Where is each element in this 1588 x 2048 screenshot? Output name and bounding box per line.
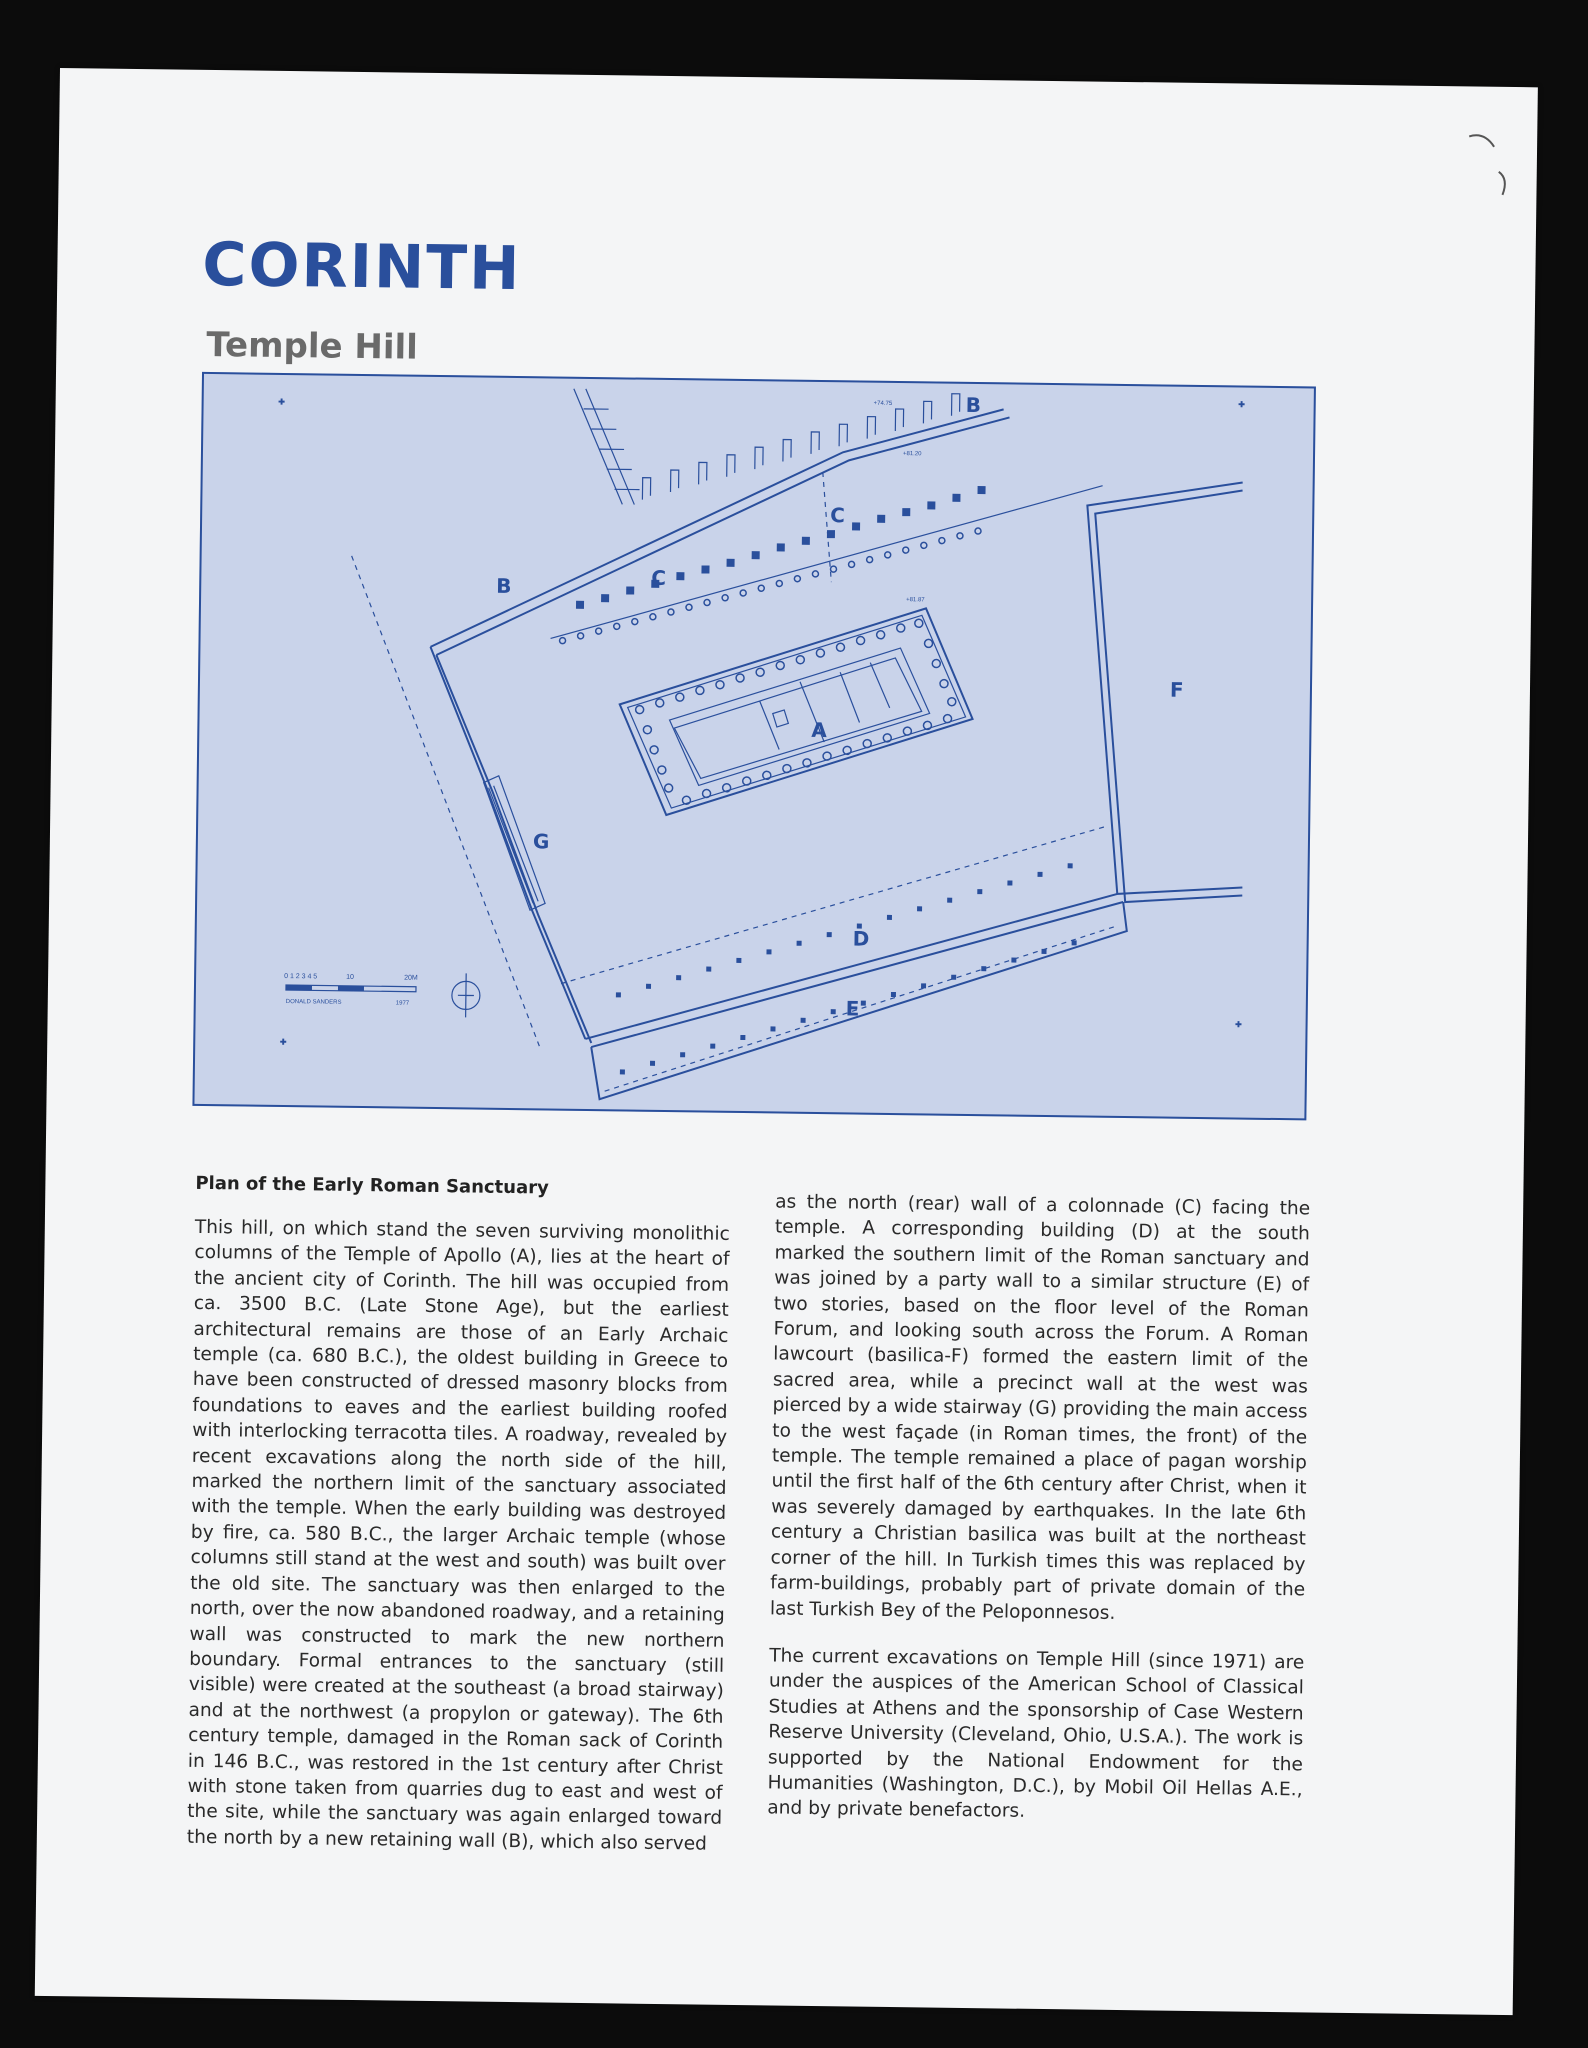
scale-bar xyxy=(284,973,418,1007)
site-plan-drawing xyxy=(194,374,1313,1118)
plan-year: 1977 xyxy=(395,1000,410,1007)
label-g: G xyxy=(532,829,550,854)
label-c: C xyxy=(830,503,846,528)
west-precinct-wall xyxy=(345,556,597,1049)
plan-caption: Plan of the Early Roman Sanctuary xyxy=(195,1172,549,1199)
basilica-f xyxy=(1082,480,1247,903)
svg-text:+: + xyxy=(280,1036,287,1049)
label-c: C xyxy=(651,565,667,590)
page-title: CORINTH xyxy=(201,229,522,305)
label-e: E xyxy=(845,996,860,1021)
label-d: D xyxy=(852,926,870,951)
scale-end: 20M xyxy=(404,974,418,982)
site-plan xyxy=(192,372,1316,1121)
colonnade-c xyxy=(551,468,1103,650)
label-b: B xyxy=(496,573,512,598)
body-text-right xyxy=(767,1189,1311,1850)
south-buildings-d-e xyxy=(560,819,1129,1106)
label-a: A xyxy=(811,717,828,743)
svg-text:+: + xyxy=(1238,399,1245,411)
document-page xyxy=(35,68,1538,2015)
temple-of-apollo xyxy=(618,604,974,819)
label-f: F xyxy=(1169,677,1184,702)
page-subtitle: Temple Hill xyxy=(206,324,419,368)
svg-text:+: + xyxy=(278,396,285,408)
elevation-label: +81.20 xyxy=(902,451,922,458)
scale-numbers: 0 1 2 3 4 5 xyxy=(284,973,318,981)
label-b: B xyxy=(965,392,982,418)
north-arrow-icon xyxy=(452,973,481,1017)
plan-credit: DONALD SANDERS xyxy=(285,999,342,1006)
body-paragraph: The current excavations on Temple Hill (since 1971) are under the auspices of the American School of Classical Studies at Athens and the sponsorship of Case Western Reserve University (Cleveland, Ohio, U.S.A.). The work is supported by the National Endowment for the Humanities (Washington, D.C.), by Mobil Oil Hellas A.E., and by private benefactors. xyxy=(767,1645,1305,1823)
scale-mid: 10 xyxy=(346,973,354,981)
staple-mark xyxy=(1458,126,1519,207)
svg-text:+: + xyxy=(1235,1019,1242,1031)
body-text-left: This hill, on which stand the seven surviving monolithic columns of the Temple of Apollo (A), lies at the heart of the ancient city of Corinth. The hill was occupied from ca. 3500 B.C. (Late Stone Age), but the earliest architectural remains are those of an Early Archaic temple (ca. 680 B.C.), the oldest building in Greece to have been constructed of dressed masonry blocks from foundations to eaves and the earliest building roofed with interlocking terracotta tiles. A roadway, revealed by recent excavations along the north side of the hill, marked the northern limit of the sanctuary associated with the temple. When the early building was destroyed by fire, ca. 580 B.C., the larger Archaic temple (whose columns still stand at the west and south) was built over the old site. The sanctuary was then enlarged to the north, over the now abandoned roadway, and a retaining wall was constructed to mark the new northern boundary. Formal entrances to the sanctuary (still visible) were created at the southeast (a broad stairway) and at the northwest (a propylon or gateway). The 6th century temple, damaged in the Roman sack of Corinth in 146 B.C., was restored in the 1st century after Christ with stone taken from quarries dug to east and west of the site, while the sanctuary was again enlarged toward the north by a new retaining wall (B), which also served xyxy=(186,1216,730,1855)
elevation-label: +74.75 xyxy=(873,400,893,407)
body-paragraph: as the north (rear) wall of a colonnade (C) facing the temple. A corresponding building (D) at the south marked the southern limit of the Roman sanctuary and was joined by a party wall to a similar structure (E) of two stories, based on the floor level of the Roman Forum, and looking south across the Forum. A Roman lawcourt (basilica-F) formed the eastern limit of the sacred area, while a precinct wall at the west was pierced by a wide stairway (G) providing the main access to the west façade (in Roman times, the front) of the temple. The temple remained a place of pagan worship until the first half of the 6th century after Christ, when it was severely damaged by earthquakes. In the late 6th century a Christian basilica was built at the northeast corner of the hill. In Turkish times this was replaced by farm-buildings, probably part of private domain of the last Turkish Bey of the Peloponnesos. xyxy=(769,1191,1311,1624)
elevation-label: +81.87 xyxy=(906,597,925,604)
